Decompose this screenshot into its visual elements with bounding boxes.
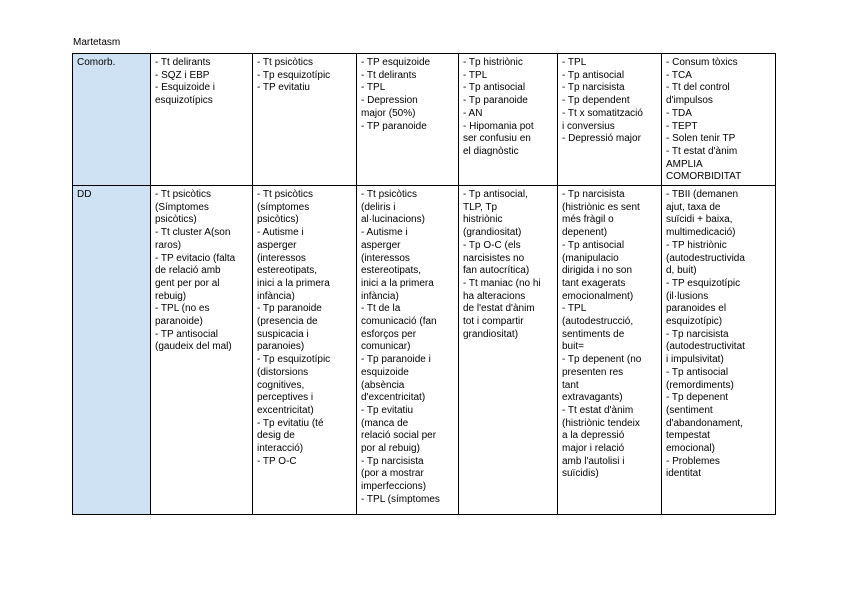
cell-line: imperfeccions) — [361, 481, 427, 493]
cell-line: - TPL — [361, 82, 386, 94]
cell-line: esquizotípics — [155, 95, 213, 107]
cell-line: - SQZ i EBP — [155, 69, 210, 81]
cell-line: relació social per — [361, 430, 437, 442]
cell-line: tempestat — [666, 430, 710, 442]
cell-line: - Tp narcisista — [666, 328, 729, 340]
cell-line: multimedicació) — [666, 227, 736, 239]
cell-line: - Autisme i — [257, 227, 304, 239]
cell-line: - Hipomania pot — [463, 120, 534, 132]
cell-line: - Tp paranoide i — [361, 354, 431, 366]
cell-line: - TP evitacio (falta — [155, 252, 236, 264]
cell-line: por al rebuig) — [361, 443, 420, 455]
cell-line: - Depression — [361, 95, 418, 107]
cell-line: d'impulsos — [666, 95, 713, 107]
cell-line: - Tp narcisista — [361, 455, 424, 467]
cell-line: buit= — [562, 341, 584, 353]
table-cell — [558, 54, 662, 186]
cell-line: - Tt delirants — [361, 69, 417, 81]
row-header-comorb: Comorb. — [73, 54, 151, 186]
cell-line: - Tp depenent — [666, 392, 729, 404]
cell-line: - Tp antisocial — [666, 366, 729, 378]
cell-line: - TP antisocial — [155, 328, 218, 340]
cell-line: - TEPT — [666, 120, 698, 132]
cell-line: - Tp paranoide — [257, 303, 322, 315]
cell-line: grandiositat) — [463, 328, 519, 340]
cell-line: el diagnòstic — [463, 145, 519, 157]
cell-line: infància) — [361, 290, 399, 302]
cell-line: - Tt psicòtics — [257, 57, 313, 68]
cell-line: (manipulacio — [562, 252, 619, 264]
cell-line: - Esquizoide i — [155, 82, 216, 94]
cell-line: perceptives i — [257, 392, 314, 404]
cell-line: paranoies) — [257, 341, 305, 353]
cell-line: - Tt estat d'ànim — [666, 145, 738, 157]
cell-line: major i relació — [562, 443, 625, 455]
cell-line: (sentiment — [666, 404, 713, 416]
cell-line: desig de — [257, 430, 295, 442]
cell-line: - Tt psicòtics — [361, 189, 417, 200]
cell-line: - Tp paranoide — [463, 95, 528, 107]
cell-line: - Tp antisocial — [562, 69, 625, 81]
cell-line: (absència — [361, 379, 405, 391]
cell-line: - Tp depenent (no — [562, 354, 642, 366]
cell-line: - Tt cluster A(son — [155, 227, 231, 239]
cell-line: excentricitat) — [257, 404, 314, 416]
table-cell — [662, 186, 776, 515]
cell-line: - Tt psicòtics — [257, 189, 313, 200]
cell-line: (autodestructivitat — [666, 341, 745, 353]
cell-line: - Problemes — [666, 455, 720, 467]
cell-line: paranoides el — [666, 303, 727, 315]
cell-line: de relació amb — [155, 265, 221, 277]
cell-line: - Tt x somatització — [562, 107, 643, 119]
cell-line: suïcidi + baixa, — [666, 214, 733, 226]
cell-line: - Consum tòxics — [666, 57, 738, 68]
cell-line: major (50%) — [361, 107, 416, 119]
cell-line: (gaudeix del mal) — [155, 341, 232, 353]
cell-line: al·lucinacions) — [361, 214, 425, 226]
cell-line: (deliris i — [361, 201, 396, 213]
cell-line: d, buit) — [666, 265, 697, 277]
cell-line: asperger — [361, 239, 401, 251]
cell-line: raros) — [155, 239, 182, 251]
cell-line: - TPL (símptomes — [361, 493, 440, 505]
cell-line: cognitives, — [257, 379, 305, 391]
table-row-comorb — [73, 54, 776, 186]
cell-line: - Tt delirants — [155, 57, 211, 68]
cell-line: gent per por al — [155, 277, 220, 289]
cell-line: (grandiositat) — [463, 227, 522, 239]
cell-line: sentiments de — [562, 328, 625, 340]
cell-line: tant exagerats — [562, 277, 626, 289]
cell-line: - Tt estat d'ànim — [562, 404, 634, 416]
cell-line: - TPL (no es — [155, 303, 210, 315]
cell-line: psicòtics) — [257, 214, 299, 226]
cell-line: - Tp antisocial — [562, 239, 625, 251]
cell-line: ha alteracions — [463, 290, 526, 302]
cell-line: fan autocrítica) — [463, 265, 530, 277]
cell-line: - Tp antisocial — [463, 82, 526, 94]
cell-line: - AN — [463, 107, 483, 119]
cell-line: - Tp evitatiu — [361, 404, 414, 416]
cell-line: COMORBIDITAT — [666, 171, 742, 183]
cell-line: inici a la primera — [361, 277, 434, 289]
cell-line: dirigida i no son — [562, 265, 633, 277]
table-row-dd — [73, 186, 776, 515]
cell-line: - TPL — [463, 69, 488, 81]
cell-line: - TBII (demanen — [666, 189, 739, 200]
cell-line: asperger — [257, 239, 297, 251]
cell-line: suspicacia i — [257, 328, 309, 340]
cell-line: - Tp O-C (els — [463, 239, 521, 251]
cell-line: TLP, Tp — [463, 201, 498, 213]
cell-line: - Tt maniac (no hi — [463, 277, 541, 289]
cell-line: (Símptomes — [155, 201, 209, 213]
cell-line: més fràgil o — [562, 214, 614, 226]
cell-line: a la depressió — [562, 430, 625, 442]
cell-line: histriònic — [463, 214, 503, 226]
cell-line: extravagants) — [562, 392, 623, 404]
cell-line: - Tp evitatiu (té — [257, 417, 324, 429]
cell-line: - TP esquizotípic — [666, 277, 741, 289]
cell-line: (manca de — [361, 417, 409, 429]
cell-line: (interessos — [361, 252, 410, 264]
cell-line: infància) — [257, 290, 295, 302]
cell-line: comunicació (fan — [361, 316, 437, 328]
cell-line: ajut, taxa de — [666, 201, 721, 213]
cell-line: - Depressió major — [562, 133, 641, 145]
cell-line: d'abandonament, — [666, 417, 743, 429]
cell-line: estereotipats, — [257, 265, 318, 277]
cell-line: psicòtics) — [155, 214, 197, 226]
row-header-dd: DD — [73, 186, 151, 515]
cell-line: suïcidis) — [562, 468, 599, 480]
cell-line: - Tp histriònic — [463, 57, 523, 68]
cell-line: - Tp esquizotípic — [257, 69, 331, 81]
cell-line: - Tp narcisista — [562, 82, 625, 94]
cell-line: - TP paranoide — [361, 120, 427, 132]
cell-line: de l'estat d'ànim — [463, 303, 535, 315]
cell-line: i impulsivitat) — [666, 354, 724, 366]
cell-line: narcisistes no — [463, 252, 525, 264]
cell-line: comunicar) — [361, 341, 411, 353]
cell-line: amb l'autolisi i — [562, 455, 625, 467]
cell-line: - TP O-C — [257, 455, 297, 467]
cell-line: identitat — [666, 468, 702, 480]
cell-line: (il·lusions — [666, 290, 709, 302]
cell-line: esforços per — [361, 328, 417, 340]
cell-line: - TP evitatiu — [257, 82, 310, 94]
table-cell — [151, 54, 253, 186]
table-cell — [459, 54, 558, 186]
cell-line: esquizotípic) — [666, 316, 723, 328]
cell-line: - Tp dependent — [562, 95, 630, 107]
cell-line: - TP esquizoide — [361, 57, 431, 68]
table-cell — [357, 54, 459, 186]
cell-line: AMPLIA — [666, 158, 703, 170]
cell-line: tant — [562, 379, 579, 391]
cell-line: - Tt psicòtics — [155, 189, 211, 200]
cell-line: (autodestructivida — [666, 252, 745, 264]
cell-line: d'excentricitat) — [361, 392, 426, 404]
cell-line: - TP histriònic — [666, 239, 727, 251]
table-cell — [459, 186, 558, 515]
cell-line: - TPL — [562, 57, 587, 68]
comparison-table — [72, 53, 776, 515]
cell-line: (remordiments) — [666, 379, 734, 391]
cell-line: - Tt de la — [361, 303, 401, 315]
cell-line: - Tp narcisista — [562, 189, 625, 200]
cell-line: - Tt del control — [666, 82, 730, 94]
cell-line: esquizoide — [361, 366, 409, 378]
cell-line: - Tp antisocial, — [463, 189, 528, 200]
cell-line: - Tp esquizotípic — [257, 354, 331, 366]
cell-line: paranoide) — [155, 316, 203, 328]
cell-line: tot i compartir — [463, 316, 524, 328]
cell-line: - Solen tenir TP — [666, 133, 736, 145]
cell-line: (presencia de — [257, 316, 318, 328]
cell-line: (distorsions — [257, 366, 309, 378]
cell-line: - TDA — [666, 107, 692, 119]
cell-line: inici a la primera — [257, 277, 330, 289]
table-cell — [151, 186, 253, 515]
table-cell — [253, 186, 357, 515]
document-title: Martetasm — [73, 37, 121, 48]
cell-line: (símptomes — [257, 201, 310, 213]
cell-line: emocional) — [666, 443, 715, 455]
cell-line: i conversius — [562, 120, 615, 132]
cell-line: (autodestrucció, — [562, 316, 634, 328]
table-cell — [662, 54, 776, 186]
cell-line: depenent) — [562, 227, 608, 239]
cell-line: (interessos — [257, 252, 306, 264]
table-cell — [357, 186, 459, 515]
cell-line: - Autisme i — [361, 227, 408, 239]
cell-line: interacció) — [257, 443, 304, 455]
cell-line: - TCA — [666, 69, 692, 81]
cell-line: emocionalment) — [562, 290, 634, 302]
cell-line: rebuig) — [155, 290, 187, 302]
cell-line: - TPL — [562, 303, 587, 315]
cell-line: ser confusiu en — [463, 133, 531, 145]
cell-line: (histriònic tendeix — [562, 417, 640, 429]
cell-line: presenten res — [562, 366, 624, 378]
cell-line: estereotipats, — [361, 265, 422, 277]
table-cell — [558, 186, 662, 515]
cell-line: (por a mostrar — [361, 468, 424, 480]
cell-line: (histriònic es sent — [562, 201, 640, 213]
table-cell — [253, 54, 357, 186]
